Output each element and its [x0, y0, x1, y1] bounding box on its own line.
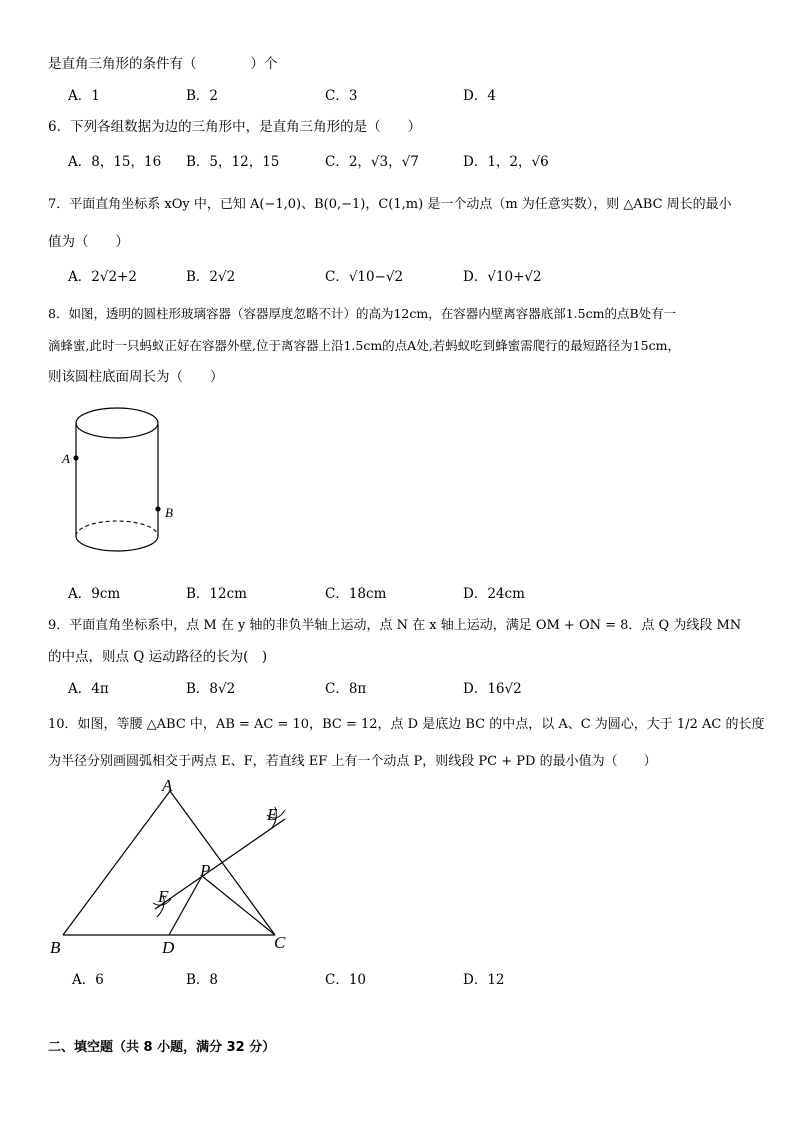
q6-stem: 6．下列各组数据为边的三角形中，是直角三角形的是（ ） — [48, 119, 422, 135]
q9-option-a[interactable]: A．4π — [68, 681, 109, 697]
point-a — [73, 455, 78, 460]
q7-option-c[interactable]: C．√10−√2 — [325, 269, 404, 285]
cylinder-top-ellipse — [76, 408, 158, 438]
cylinder-bottom-front-arc — [76, 536, 158, 551]
q9-line1: 9．平面直角坐标系中，点 M 在 y 轴的非负半轴上运动，点 N 在 x 轴上运动，满足 OM + ON = 8．点 Q 为线段 MN — [48, 618, 742, 633]
cylinder-figure — [55, 405, 175, 555]
q8-line1: 8．如图，透明的圆柱形玻璃容器（容器厚度忽略不计）的高为12cm，在容器内壁离容器底部1.5cm的点B处有一 — [48, 306, 677, 321]
q5-option-d[interactable]: D．4 — [463, 88, 496, 104]
segment-pd — [169, 876, 202, 935]
q6-option-d[interactable]: D．1，2，√6 — [463, 154, 549, 170]
q5-tail-text: 是直角三角形的条件有（ ）个 — [48, 56, 278, 72]
label-c: C — [274, 933, 286, 952]
q7-line2: 值为（ ） — [48, 234, 129, 250]
q8-option-d[interactable]: D．24cm — [463, 586, 525, 602]
q6-option-a[interactable]: A．8，15，16 — [68, 154, 162, 170]
line-ef — [155, 819, 285, 909]
label-b: B — [50, 938, 61, 957]
q10-option-c[interactable]: C．10 — [325, 972, 367, 988]
q10-option-a[interactable]: A．6 — [72, 972, 104, 988]
q7-option-a[interactable]: A．2√2+2 — [68, 269, 137, 285]
cylinder-bottom-back-arc — [76, 521, 158, 536]
q10-option-b[interactable]: B．8 — [186, 972, 219, 988]
label-f: F — [158, 887, 169, 906]
triangle-figure — [45, 775, 305, 960]
q5-option-c[interactable]: C．3 — [325, 88, 358, 104]
q6-option-c[interactable]: C．2，√3，√7 — [325, 154, 419, 170]
q8-option-b[interactable]: B．12cm — [186, 586, 247, 602]
q5-option-b[interactable]: B．2 — [186, 88, 219, 104]
label-a: A — [162, 776, 173, 795]
q10-line2: 为半径分别画圆弧相交于两点 E、F，若直线 EF 上有一个动点 P，则线段 PC + PD 的最小值为（ ） — [48, 754, 657, 769]
q9-option-d[interactable]: D．16√2 — [463, 681, 522, 697]
q7-option-b[interactable]: B．2√2 — [186, 269, 236, 285]
q8-line2: 滴蜂蜜,此时一只蚂蚁正好在容器外壁,位于离容器上沿1.5cm的点A处,若蚂蚁吃到蜂蜜需爬行的最短路径为15cm， — [48, 338, 680, 353]
q9-option-c[interactable]: C．8π — [325, 681, 367, 697]
q8-option-c[interactable]: C．18cm — [325, 586, 387, 602]
q5-option-a[interactable]: A．1 — [68, 88, 100, 104]
label-p: P — [200, 861, 211, 880]
side-ac — [170, 791, 275, 935]
side-ab — [63, 791, 170, 935]
q8-line3: 则该圆柱底面周长为（ ） — [48, 369, 224, 385]
q7-option-d[interactable]: D．√10+√2 — [463, 269, 542, 285]
q9-option-b[interactable]: B．8√2 — [186, 681, 236, 697]
section-heading: 二、填空题（共 8 小题，满分 32 分） — [48, 1040, 276, 1055]
q8-option-a[interactable]: A．9cm — [68, 586, 121, 602]
label-a: A — [62, 451, 70, 466]
q7-line1: 7．平面直角坐标系 xOy 中，已知 A(−1,0)、B(0,−1)，C(1,m) 是一个动点（m 为任意实数），则 △ABC 周长的最小 — [48, 197, 732, 212]
q9-line2: 的中点，则点 Q 运动路径的长为( ) — [48, 649, 268, 665]
q6-option-b[interactable]: B．5，12，15 — [186, 154, 280, 170]
q10-line1: 10．如图，等腰 △ABC 中，AB = AC = 10，BC = 12，点 D 是底边 BC 的中点，以 A、C 为圆心，大于 1/2 AC 的长度 — [48, 717, 765, 732]
label-b: B — [165, 505, 173, 520]
label-d: D — [162, 938, 175, 957]
point-b — [155, 506, 160, 511]
q10-option-d[interactable]: D．12 — [463, 972, 505, 988]
label-e: E — [267, 805, 278, 824]
